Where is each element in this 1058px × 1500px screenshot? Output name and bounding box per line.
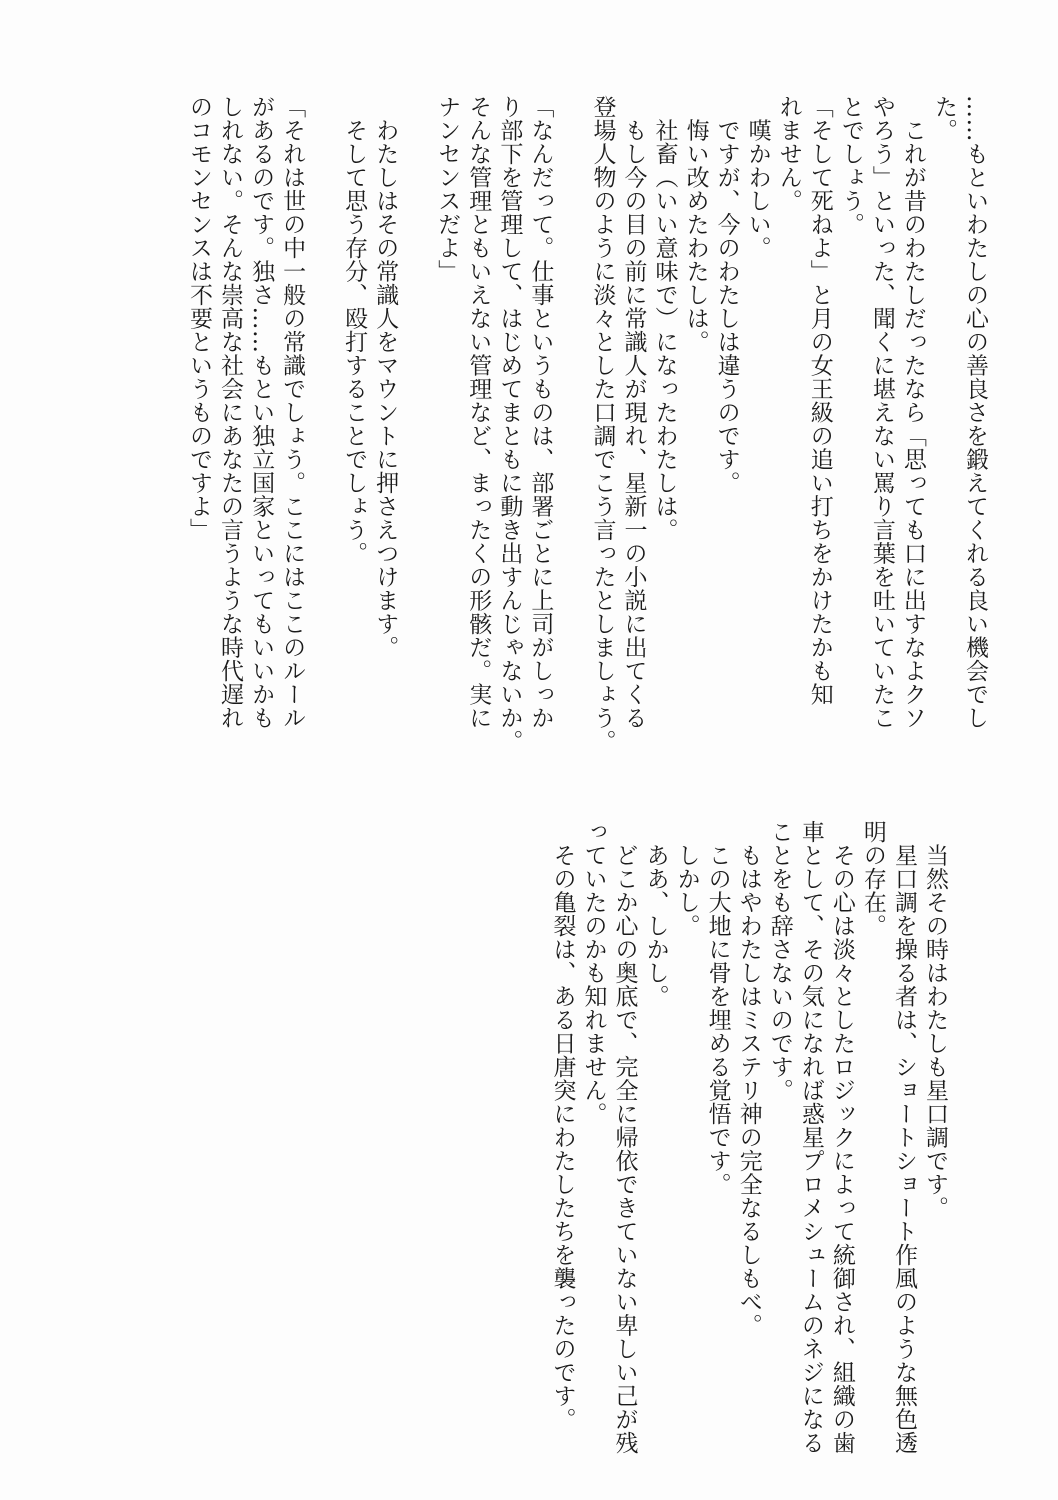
text-line: 当然その時はわたしも星口調です。 — [922, 820, 948, 1220]
text-line: この大地に骨を埋める覚悟です。 — [704, 820, 731, 1196]
text-line: そんな管理ともいえない管理など、まったくの形骸だ。実に — [465, 95, 492, 730]
text-line: 「そして死ねよ」と月の女王級の追い打ちをかけたかも知 — [806, 95, 833, 706]
text-line: っていたのかも知れません。 — [580, 820, 607, 1126]
text-line: 登場人物のように淡々とした口調でこう言ったとしましょう。 — [589, 95, 616, 753]
text-line: 嘆かわしい。 — [744, 95, 771, 260]
text-line: ことをも辞さないのです。 — [766, 820, 793, 1102]
text-line: 車として、その気になれば惑星プロメシュームのネジになる — [797, 820, 824, 1455]
text-line: 社畜（いい意味で）になったわたしは。 — [651, 95, 678, 542]
paragraph-gap — [400, 95, 431, 735]
text-line: とでしょう。 — [837, 95, 864, 236]
text-line: があるのです。独さ……もとい独立国家といってもいいかも — [248, 95, 275, 730]
text-line: 悔い改めたわたしは。 — [682, 95, 709, 354]
text-line: もし今の目の前に常識人が現れ、星新一の小説に出てくる — [620, 95, 647, 730]
text-line: その亀裂は、ある日唐突にわたしたちを襲ったのです。 — [549, 820, 576, 1431]
text-line: た。 — [930, 95, 957, 142]
text-line: やろう」といった、聞くに堪えない罵り言葉を吐いていたこ — [868, 95, 895, 730]
text-line: ナンセンスだよ」 — [434, 95, 461, 283]
text-line: そして思う存分、殴打することでしょう。 — [341, 95, 368, 565]
text-line: どこか心の奥底で、完全に帰依できていない卑しい己が残 — [611, 820, 638, 1455]
text-line: わたしはその常識人をマウントに押さえつけます。 — [372, 95, 399, 659]
paragraph-gap — [307, 95, 338, 735]
text-line: ですが、今のわたしは違うのです。 — [713, 95, 740, 495]
text-line: れません。 — [775, 95, 802, 213]
text-line: 「なんだって。仕事というものは、部署ごとに上司がしっか — [527, 95, 554, 730]
lower-text-block — [546, 820, 950, 1455]
text-line: ……もといわたしの心の善良さを鍛えてくれる良い機会でし — [962, 95, 988, 730]
text-line: 星口調を操る者は、ショートショート作風のような無色透 — [890, 820, 917, 1455]
text-line: のコモンセンスは不要というものですよ」 — [185, 95, 212, 542]
text-line: これが昔のわたしだったなら「思っても口に出すなよクソ — [899, 95, 926, 730]
text-line: しれない。そんな崇高な社会にあなたの言うような時代遅れ — [217, 95, 244, 730]
text-line: り部下を管理して、はじめてまともに動き出すんじゃないか。 — [496, 95, 523, 753]
text-line: ああ、しかし。 — [642, 820, 669, 1008]
upper-text-block — [183, 95, 990, 753]
text-line: 明の存在。 — [859, 820, 886, 938]
text-line: 「それは世の中一般の常識でしょう。ここにはここのルール — [279, 95, 306, 730]
paragraph-gap — [555, 95, 586, 735]
text-line: もはやわたしはミステリ神の完全なるしもべ。 — [735, 820, 762, 1337]
text-line: しかし。 — [673, 820, 700, 938]
text-line: その心は淡々としたロジックによって統御され、組織の歯 — [828, 820, 855, 1455]
